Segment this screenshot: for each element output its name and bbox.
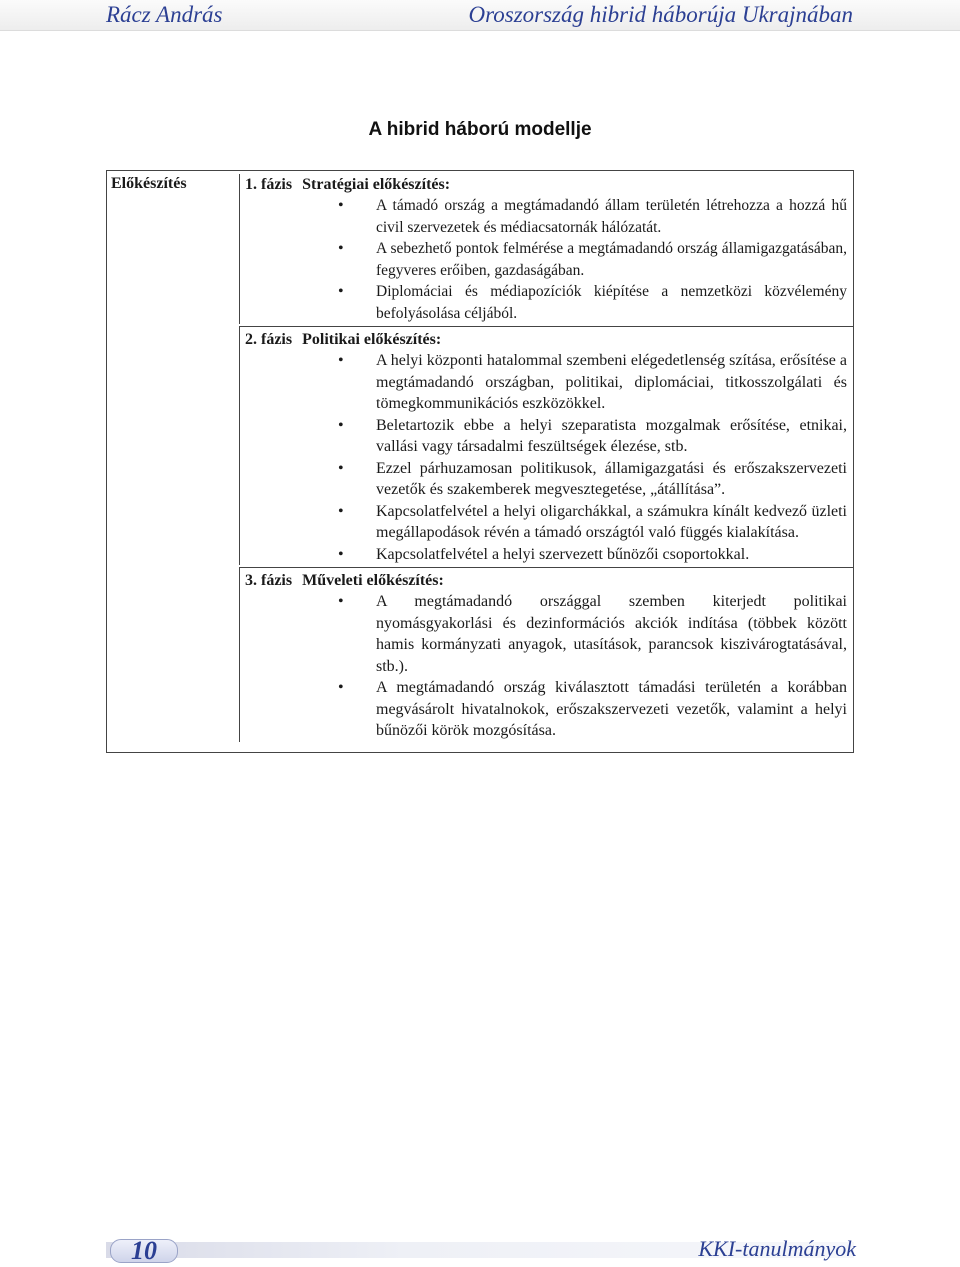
phase-bullet-list xyxy=(240,350,853,565)
stage-label: Előkészítés xyxy=(111,175,187,192)
hybrid-war-model-table xyxy=(106,170,854,753)
page-title: A hibrid háború modellje xyxy=(368,119,592,140)
header-author: Rácz András xyxy=(106,2,223,27)
phase-title: Műveleti előkészítés: xyxy=(302,572,444,589)
list-item: • Kapcsolatfelvétel a helyi oligarchákkal, a számukra kínált kedvező üzleti megállapodások révén a támadó országtól való függés kialakítása. xyxy=(376,501,847,544)
phase-number: 3. fázis xyxy=(245,572,293,589)
footer-series-title: KKI-tanulmányok xyxy=(698,1236,856,1261)
list-item: • A megtámadandó országgal szemben kiterjedt politikai nyomásgyakorlási és dezinformációs akciók indítása (többek között hamis kormányzati anyagok, utasítások, parancsok kiszivárogtatásával, stb.). xyxy=(376,591,847,677)
phase-bullet-list xyxy=(240,591,853,742)
phase-number: 1. fázis xyxy=(245,176,293,193)
list-item: • Diplomáciai és médiapozíciók kiépítése a nemzetközi közvélemény befolyásolása céljából. xyxy=(376,281,847,324)
phase-bullet-list xyxy=(240,195,853,324)
phase-title: Stratégiai előkészítés: xyxy=(302,176,451,193)
page-number: 10 xyxy=(131,1236,157,1265)
list-item: • Kapcsolatfelvétel a helyi szervezett bűnözői csoportokkal. xyxy=(376,544,847,566)
running-header xyxy=(0,0,960,31)
page-number-badge xyxy=(110,1236,178,1265)
list-item: • A helyi központi hatalommal szembeni elégedetlenség szítása, erősítése a megtámadandó országban, politikai, diplomáciai, titkosszolgálati és tömegkommunikációs eszközökkel. xyxy=(376,350,847,415)
header-title: Oroszország hibrid háborúja Ukrajnában xyxy=(468,2,853,27)
phase-2 xyxy=(239,326,853,565)
phase-title: Politikai előkészítés: xyxy=(302,331,442,348)
phase-heading xyxy=(240,329,853,350)
list-item: • A sebezhető pontok felmérése a megtámadandó ország államigazgatásában, fegyveres erőiben, gazdaságában. xyxy=(376,238,847,281)
list-item: • A támadó ország a megtámadandó állam területén létrehozza a hozzá hű civil szervezetek és médiacsatornák hálózatát. xyxy=(376,195,847,238)
phase-number: 2. fázis xyxy=(245,331,293,348)
list-item: • A megtámadandó ország kiválasztott támadási területén a korábban megvásárolt hivatalnokok, erőszakszervezeti vezetők, valamint a helyi bűnözői körök mozgósítása. xyxy=(376,677,847,742)
list-item: • Beletartozik ebbe a helyi szeparatista mozgalmak erősítése, etnikai, vallási vagy társadalmi feszültségek élezése, stb. xyxy=(376,415,847,458)
page-footer xyxy=(0,1232,960,1267)
phase-heading xyxy=(240,174,853,195)
list-item: • Ezzel párhuzamosan politikusok, államigazgatási és erőszakszervezeti vezetők és szakemberek megvesztegetése, „átállítása”. xyxy=(376,458,847,501)
phase-3 xyxy=(239,567,853,742)
phase-heading xyxy=(240,570,853,591)
phase-1 xyxy=(239,174,853,324)
